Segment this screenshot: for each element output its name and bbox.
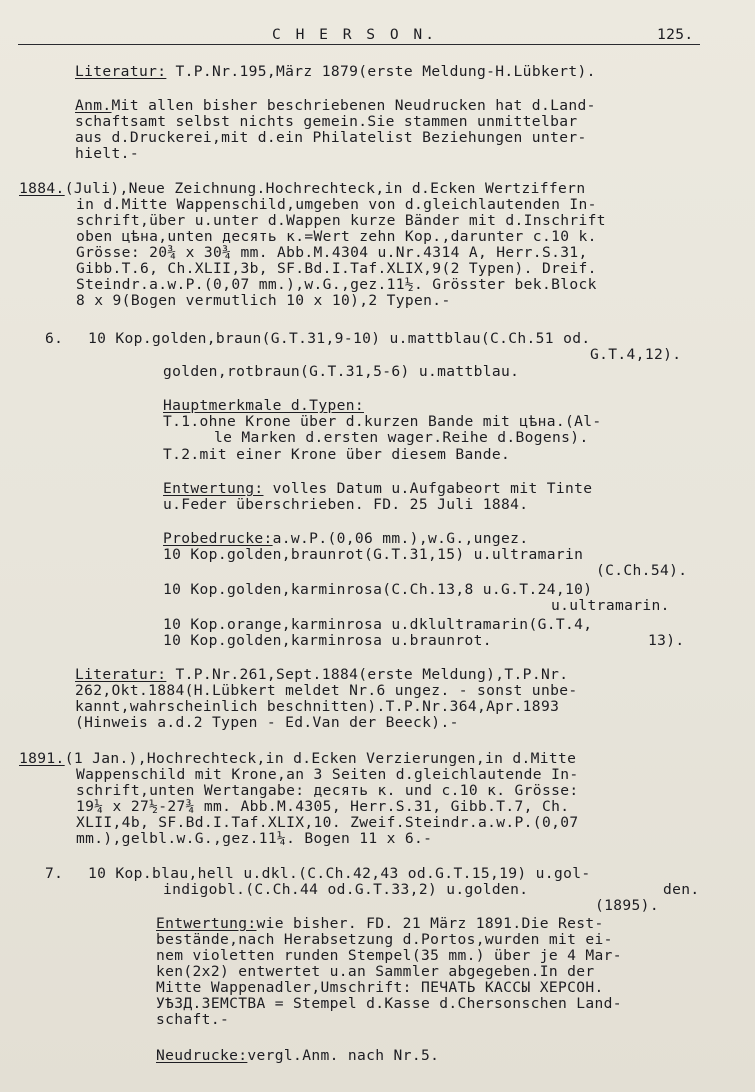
proof-text: a.w.P.(0,06 mm.),w.G.,ungez. bbox=[272, 530, 529, 547]
type-line: T.1.ohne Krone über d.kurzen Bande mit цѣна.(Al- bbox=[163, 413, 602, 430]
literature-line: (Hinweis a.d.2 Typen - Ed.Van der Beeck).- bbox=[75, 714, 459, 731]
literature-1884 bbox=[75, 667, 568, 683]
proof-line: 13). bbox=[648, 632, 685, 649]
reprints-line bbox=[156, 1048, 439, 1064]
cancellation-label: Entwertung: bbox=[163, 480, 264, 497]
literature-line: kannt,wahrscheinlich beschnitten).T.P.Nr.364,Apr.1893 bbox=[75, 698, 560, 715]
item-number: 6. bbox=[45, 330, 64, 347]
item-number: 7. bbox=[45, 865, 64, 882]
issue-1891-line: 19¼ x 27½-27¾ mm. Abb.M.4305, Herr.S.31, Gibb.T.7, Ch. bbox=[76, 798, 570, 815]
proof-line: 10 Kop.golden,karminrosa(C.Ch.13,8 u.G.T.24,10) bbox=[163, 581, 593, 598]
literature-label: Literatur: bbox=[75, 666, 167, 683]
issue-1891-line bbox=[19, 751, 576, 767]
issue-1884-line bbox=[19, 181, 585, 197]
issue-1884-line: Grösse: 20¾ x 30¾ mm. Abb.M.4304 u.Nr.4314 A, Herr.S.31, bbox=[76, 244, 588, 261]
cancellation-line: УѢЗД.ЗЕМСТВА = Stempel d.Kasse d.Chersonschen Land- bbox=[156, 995, 622, 1012]
type-line: le Marken d.ersten wager.Reihe d.Bogens). bbox=[214, 429, 589, 446]
item-6-line: G.T.4,12). bbox=[590, 346, 682, 363]
header-rule bbox=[18, 44, 700, 45]
cancellation-line: nem violetten runden Stempel(35 mm.) über je 4 Mar- bbox=[156, 947, 622, 964]
proof-line: u.ultramarin. bbox=[551, 597, 670, 614]
issue-text: (Juli),Neue Zeichnung.Hochrechteck,in d.Ecken Wertziffern bbox=[64, 180, 586, 197]
issue-1884-line: Gibb.T.6, Ch.XLII,3b, SF.Bd.I.Taf.XLIX,9(2 Typen). Dreif. bbox=[76, 260, 597, 277]
item-6-line: 10 Kop.golden,braun(G.T.31,9-10) u.mattblau(C.Ch.51 od. bbox=[88, 330, 591, 347]
issue-1884-line: schrift,über u.unter d.Wappen kurze Bänder mit d.Inschrift bbox=[76, 212, 606, 229]
item-7-line: 10 Kop.blau,hell u.dkl.(C.Ch.42,43 od.G.T.15,19) u.gol- bbox=[88, 865, 591, 882]
proof-label: Probedrucke: bbox=[163, 530, 273, 547]
reprints-label: Neudrucke: bbox=[156, 1047, 248, 1064]
issue-year: 1884. bbox=[19, 180, 65, 197]
reprints-text: vergl.Anm. nach Nr.5. bbox=[247, 1047, 440, 1064]
issue-1891-line: XLII,4b, SF.Bd.I.Taf.XLIX,10. Zweif.Steindr.a.w.P.(0,07 bbox=[76, 814, 579, 831]
remark-line: schaftsamt selbst nichts gemein.Sie stammen unmittelbar bbox=[75, 113, 578, 130]
cancellation-line: ken(2x2) entwertet u.an Sammler abgegeben.In der bbox=[156, 963, 595, 980]
issue-1891-line: Wappenschild mit Krone,an 3 Seiten d.gleichlautende In- bbox=[76, 766, 579, 783]
cancellation-text: volles Datum u.Aufgabeort mit Tinte bbox=[263, 480, 593, 497]
types-heading: Hauptmerkmale d.Typen: bbox=[163, 397, 364, 414]
proof-line bbox=[163, 531, 528, 547]
cancellation-line: Mitte Wappenadler,Umschrift: ПЕЧАТЬ КАССЫ ХЕРСОН. bbox=[156, 979, 604, 996]
remark-line bbox=[75, 98, 596, 114]
issue-1891-line: mm.),gelbl.w.G.,gez.11¼. Bogen 11 x 6.- bbox=[76, 830, 433, 847]
issue-1884-line: in d.Mitte Wappenschild,umgeben von d.gleichlautenden In- bbox=[76, 196, 597, 213]
remark-line: aus d.Druckerei,mit d.ein Philatelist Beziehungen unter- bbox=[75, 129, 587, 146]
remark-text: Mit allen bisher beschriebenen Neudrucken hat d.Land- bbox=[111, 97, 596, 114]
cancellation-line: u.Feder überschrieben. FD. 25 Juli 1884. bbox=[163, 496, 529, 513]
remark-line: hielt.- bbox=[75, 145, 139, 162]
issue-year: 1891. bbox=[19, 750, 65, 767]
item-7-line: den. bbox=[663, 881, 700, 898]
cancellation-text: wie bisher. FD. 21 März 1891.Die Rest- bbox=[256, 915, 604, 932]
issue-1884-line: Steindr.a.w.P.(0,07 mm.),w.G.,gez.11½. Grösster bek.Block bbox=[76, 276, 597, 293]
page-title: C H E R S O N. bbox=[272, 26, 438, 43]
cancellation-line bbox=[163, 481, 592, 497]
issue-1884-line: oben цѣна,unten десять к.=Wert zehn Kop.,darunter c.10 k. bbox=[76, 228, 597, 245]
literature-label: Literatur: bbox=[75, 63, 167, 80]
literature-line: 262,Okt.1884(H.Lübkert meldet Nr.6 ungez. - sonst unbe- bbox=[75, 682, 578, 699]
literature-text: T.P.Nr.261,Sept.1884(erste Meldung),T.P.Nr. bbox=[166, 666, 569, 683]
item-7-line: (1895). bbox=[595, 897, 659, 914]
item-6-line: golden,rotbraun(G.T.31,5-6) u.mattblau. bbox=[163, 363, 520, 380]
cancellation-line bbox=[156, 916, 604, 932]
proof-line: 10 Kop.golden,braunrot(G.T.31,15) u.ultramarin bbox=[163, 546, 584, 563]
literature-1879 bbox=[75, 64, 596, 80]
issue-1891-line: schrift,unten Wertangabe: десять к. und с.10 к. Grösse: bbox=[76, 782, 579, 799]
cancellation-line: schaft.- bbox=[156, 1011, 230, 1028]
type-line: T.2.mit einer Krone über diesem Bande. bbox=[163, 446, 511, 463]
page-number: 125. bbox=[657, 26, 694, 43]
remark-label: Anm. bbox=[75, 97, 112, 114]
cancellation-line: bestände,nach Herabsetzung d.Portos,wurden mit ei- bbox=[156, 931, 613, 948]
cancellation-label: Entwertung: bbox=[156, 915, 257, 932]
issue-text: (1 Jan.),Hochrechteck,in d.Ecken Verzierungen,in d.Mitte bbox=[64, 750, 577, 767]
proof-line: 10 Kop.orange,karminrosa u.dklultramarin(G.T.4, bbox=[163, 616, 593, 633]
item-7-line: indigobl.(C.Ch.44 od.G.T.33,2) u.golden. bbox=[163, 881, 529, 898]
literature-text: T.P.Nr.195,März 1879(erste Meldung-H.Lübkert). bbox=[166, 63, 596, 80]
proof-line: (C.Ch.54). bbox=[596, 562, 688, 579]
issue-1884-line: 8 x 9(Bogen vermutlich 10 x 10),2 Typen.- bbox=[76, 292, 451, 309]
proof-line: 10 Kop.golden,karminrosa u.braunrot. bbox=[163, 632, 492, 649]
